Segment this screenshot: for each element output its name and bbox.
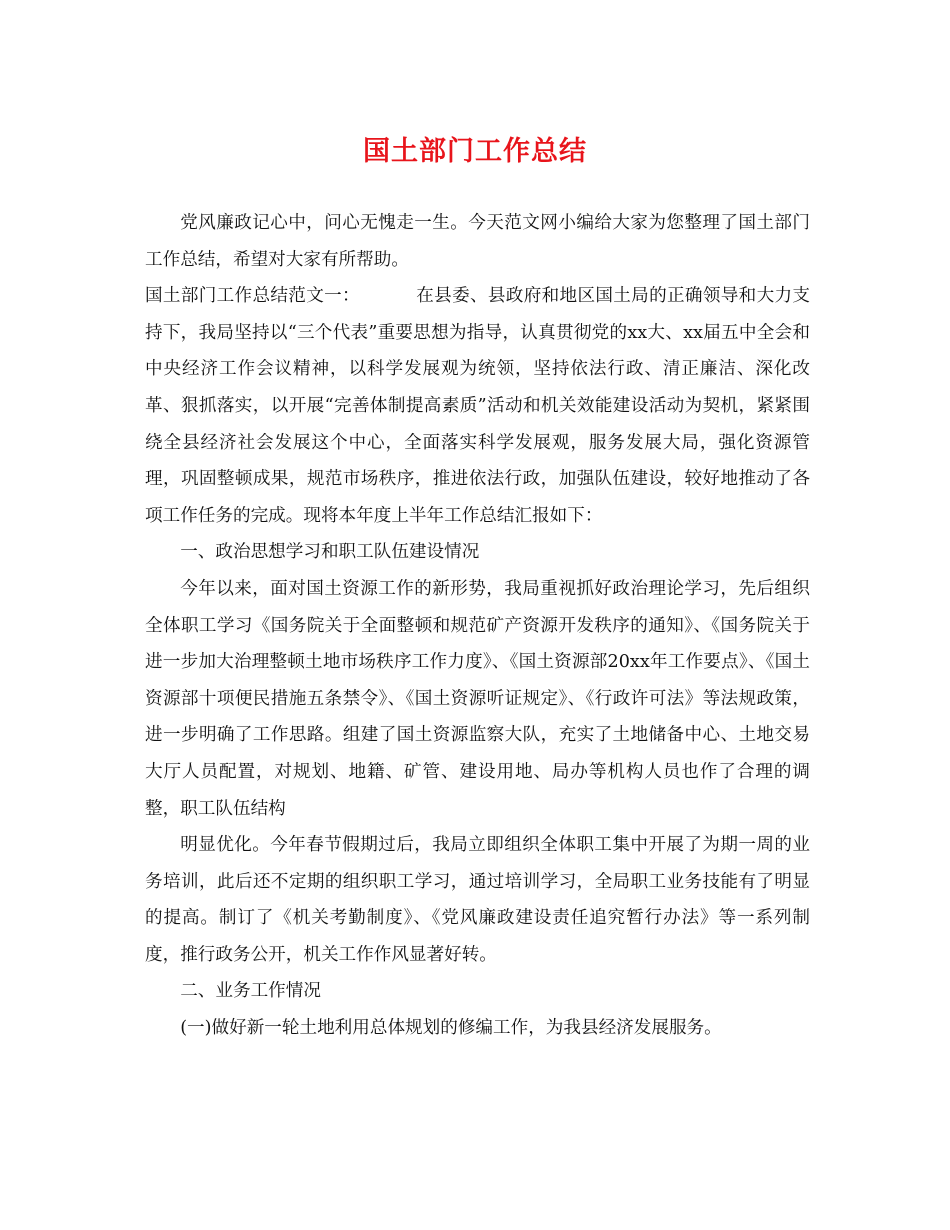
subsection-heading-1: (一)做好新一轮土地利用总体规划的修编工作，为我县经济发展服务。: [180, 1018, 722, 1039]
section-1-paragraph-1: 今年以来，面对国土资源工作的新形势，我局重视抓好政治理论学习，先后组织全体职工学习《国务院关于全面整顿和规范矿产资源开发秩序的通知》、《国务院关于进一步加大治理整顿土地市场秩序工作力度》、《国土资源部20xx年工作要点》、《国土资源部十项便民措施五条禁令》、《国土资源听证规定》、《行政许可法》等法规政策，进一步明确了工作思路。组建了国土资源监察大队，充实了土地储备中心、土地交易大厅人员配置，对规划、地籍、矿管、建设用地、局办等机构人员也作了合理的调整，职工队伍结构: [145, 578, 810, 819]
section-1-paragraph-2: 明显优化。今年春节假期过后，我局立即组织全体职工集中开展了为期一周的业务培训，此后还不定期的组织职工学习，通过培训学习，全局职工业务技能有了明显的提高。制订了《机关考勤制度》、《党风廉政建设责任追究暂行办法》等一系列制度，推行政务公开，机关工作作风显著好转。: [145, 835, 810, 965]
sample-paragraph: [145, 278, 810, 534]
section-heading-2: 二、业务工作情况: [180, 981, 321, 1002]
document-body: [145, 205, 810, 1047]
section-heading-1: 一、政治思想学习和职工队伍建设情况: [180, 542, 480, 563]
document-title: 国土部门工作总结: [363, 136, 587, 167]
intro-paragraph: 党风廉政记心中，问心无愧走一生。今天范文网小编给大家为您整理了国土部门工作总结，希望对大家有所帮助。: [145, 213, 810, 270]
sample-text: 在县委、县政府和地区国土局的正确领导和大力支持下，我局坚持以“三个代表”重要思想为指导，认真贯彻党的xx大、xx届五中全会和中央经济工作会议精神，以科学发展观为统领，坚持依法行政、清正廉洁、深化改革、狠抓落实，以开展“完善体制提高素质”活动和机关效能建设活动为契机，紧紧围绕全县经济社会发展这个中心，全面落实科学发展观，服务发展大局，强化资源管理，巩固整顿成果，规范市场秩序，推进依法行政，加强队伍建设，较好地推动了各项工作任务的完成。现将本年度上半年工作总结汇报如下：: [145, 286, 810, 526]
sample-label: 国土部门工作总结范文一：: [145, 286, 360, 307]
